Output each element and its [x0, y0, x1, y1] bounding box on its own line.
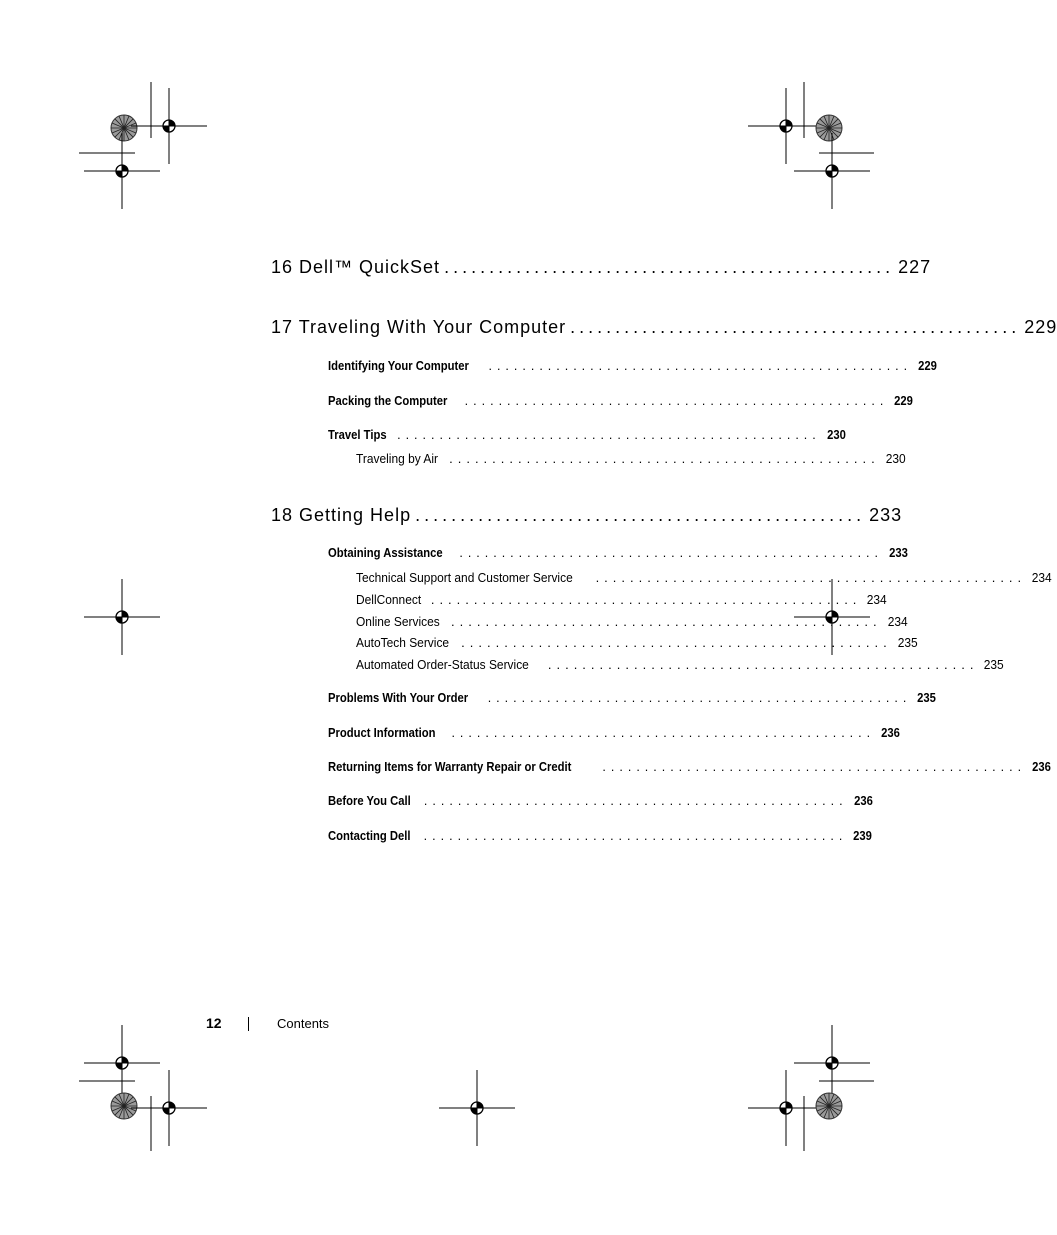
dot-leader: .................................................. — [444, 257, 895, 277]
toc-section-title: Product Information — [328, 726, 436, 740]
toc-section[interactable] — [328, 428, 846, 442]
toc-page-number: 229 — [894, 394, 914, 408]
dot-leader: .................................................. — [451, 614, 882, 629]
toc-subsection[interactable] — [356, 451, 906, 466]
toc-section-title: Packing the Computer — [328, 394, 448, 408]
toc-page-number: 236 — [881, 726, 900, 740]
dot-leader: .................................................. — [487, 691, 912, 705]
toc-page-number: 230 — [826, 428, 846, 442]
toc-section[interactable] — [328, 726, 900, 740]
toc-subsection-title: AutoTech Service — [356, 635, 450, 650]
toc-page-number: 230 — [885, 451, 906, 466]
toc-subsection[interactable] — [356, 570, 1052, 585]
dot-leader: .................................................. — [602, 760, 1027, 774]
toc-section-title: Obtaining Assistance — [328, 546, 443, 560]
toc-subsection[interactable] — [356, 592, 888, 607]
toc-page-number: 229 — [918, 359, 937, 373]
toc-page-number: 239 — [853, 829, 873, 843]
toc-subsection[interactable] — [356, 614, 908, 629]
toc-page-number: 234 — [867, 592, 888, 607]
toc-section-title: Identifying Your Computer — [328, 359, 469, 373]
footer-section-label: Contents — [277, 1016, 330, 1031]
toc-chapter-title: 16 Dell™ QuickSet — [271, 257, 441, 277]
footer-divider — [248, 1017, 249, 1031]
toc-section[interactable] — [328, 394, 914, 408]
dot-leader: .................................................. — [595, 570, 1027, 585]
toc-subsection[interactable] — [356, 657, 1005, 672]
toc-subsection-title: Traveling by Air — [356, 451, 438, 466]
toc-page-number: 236 — [853, 794, 873, 808]
toc-section-title: Travel Tips — [328, 428, 387, 442]
toc-page-number: 235 — [897, 635, 918, 650]
dot-leader: .................................................. — [451, 726, 876, 740]
toc-page-number: 236 — [1032, 760, 1051, 774]
footer-page-number: 12 — [206, 1015, 222, 1031]
toc-page-number: 233 — [869, 505, 903, 525]
toc-section[interactable] — [328, 794, 873, 808]
toc-page-number: 227 — [898, 257, 932, 277]
toc-section-title: Problems With Your Order — [328, 691, 469, 705]
dot-leader: .................................................. — [547, 657, 979, 672]
dot-leader: .................................................. — [397, 428, 821, 442]
toc-subsection-title: Automated Order-Status Service — [356, 657, 529, 672]
dot-leader: .................................................. — [570, 317, 1021, 337]
toc-chapter-18[interactable] — [271, 505, 903, 526]
toc-page-number: 229 — [1024, 317, 1057, 337]
dot-leader: .................................................. — [423, 829, 848, 843]
toc-section[interactable] — [328, 760, 1051, 774]
toc-page-number: 235 — [984, 657, 1005, 672]
dot-leader: .................................................. — [423, 794, 848, 808]
toc-page-number: 233 — [889, 546, 908, 560]
toc-page-number: 234 — [887, 614, 908, 629]
toc-chapter-17[interactable] — [271, 317, 1057, 338]
toc-section[interactable] — [328, 691, 937, 705]
toc-page-number: 234 — [1031, 570, 1052, 585]
toc-section-title: Returning Items for Warranty Repair or Credit — [328, 760, 572, 774]
toc-chapter-title: 18 Getting Help — [271, 505, 412, 525]
dot-leader: .................................................. — [464, 394, 889, 408]
toc-subsection-title: Online Services — [356, 614, 440, 629]
dot-leader: .................................................. — [459, 546, 883, 560]
toc-chapter-title: 17 Traveling With Your Computer — [271, 317, 567, 337]
dot-leader: .................................................. — [449, 451, 880, 466]
toc-section-title: Contacting Dell — [328, 829, 411, 843]
toc-subsection-title: DellConnect — [356, 592, 422, 607]
toc-section-title: Before You Call — [328, 794, 411, 808]
toc-subsection-title: Technical Support and Customer Service — [356, 570, 573, 585]
toc-chapter-16[interactable] — [271, 257, 932, 278]
toc-subsection[interactable] — [356, 635, 918, 650]
dot-leader: .................................................. — [415, 505, 866, 525]
toc-section[interactable] — [328, 546, 908, 560]
toc-page-number: 235 — [917, 691, 937, 705]
dot-leader: .................................................. — [461, 635, 892, 650]
toc-section[interactable] — [328, 829, 873, 843]
dot-leader: .................................................. — [430, 592, 862, 607]
dot-leader: .................................................. — [488, 359, 913, 373]
toc-section[interactable] — [328, 359, 937, 373]
